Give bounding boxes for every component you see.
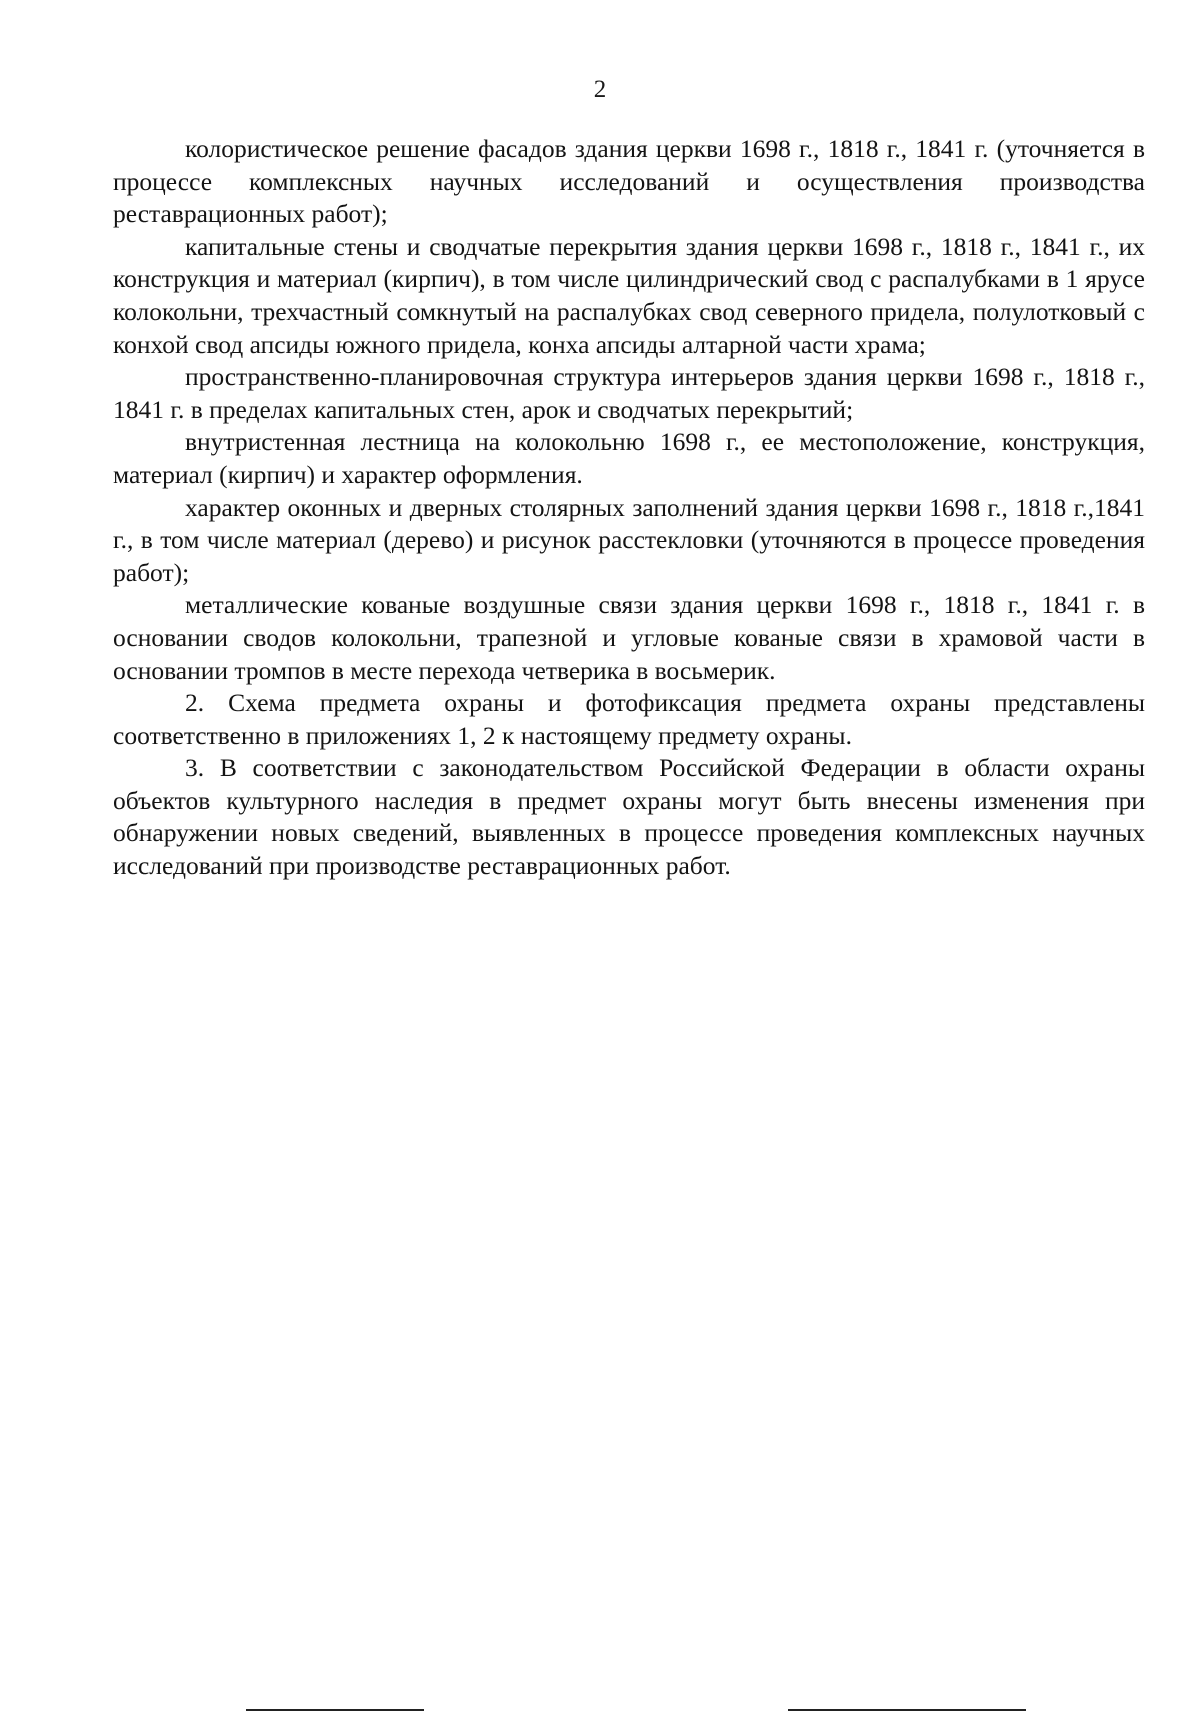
- page-number: 2: [593, 76, 607, 103]
- paragraph-capital-walls: капитальные стены и сводчатые перекрытия здания церкви 1698 г., 1818 г., 1841 г., их конструкция и материал (кирпич), в том числе цилиндрический свод с распалубками в 1 ярусе колокольни, трехчастный сомкнутый на распалубках свод северного придела, полулотковый с конхой свод апсиды южного придела, конха апсиды алтарной части храма;: [113, 231, 1145, 359]
- footer-rule-left: [246, 1709, 424, 1711]
- paragraph-staircase: внутристенная лестница на колокольню 1698 г., ее местоположение, конструкция, материал (кирпич) и характер оформления.: [113, 427, 1145, 489]
- paragraph-window-door-fillings: характер оконных и дверных столярных заполнений здания церкви 1698 г., 1818 г.,1841 г., в том числе материал (дерево) и рисунок расстекловки (уточняются в процессе проведения работ);: [113, 492, 1145, 587]
- document-body: [113, 133, 1145, 883]
- paragraph-item-3: 3. В соответствии с законодательством Российской Федерации в области охраны объектов культурного наследия в предмет охраны могут быть внесены изменения при обнаружении новых сведений, выявленных в процессе проведения комплексных научных исследований при производстве реставрационных работ.: [113, 753, 1145, 881]
- footer-rule-right: [788, 1709, 1026, 1711]
- paragraph-spatial-structure: пространственно-планировочная структура интерьеров здания церкви 1698 г., 1818 г., 1841 г. в пределах капитальных стен, арок и сводчатых перекрытий;: [113, 362, 1145, 424]
- paragraph-metal-ties: металлические кованые воздушные связи здания церкви 1698 г., 1818 г., 1841 г. в основании сводов колокольни, трапезной и угловые кованые связи в храмовой части в основании тромпов в месте перехода четверика в восьмерик.: [113, 590, 1145, 685]
- paragraph-item-2: 2. Схема предмета охраны и фотофиксация предмета охраны представлены соответственно в приложениях 1, 2 к настоящему предмету охраны.: [113, 688, 1145, 750]
- paragraph-color-scheme: колористическое решение фасадов здания церкви 1698 г., 1818 г., 1841 г. (уточняется в процессе комплексных научных исследований и осуществления производства реставрационных работ);: [113, 134, 1145, 229]
